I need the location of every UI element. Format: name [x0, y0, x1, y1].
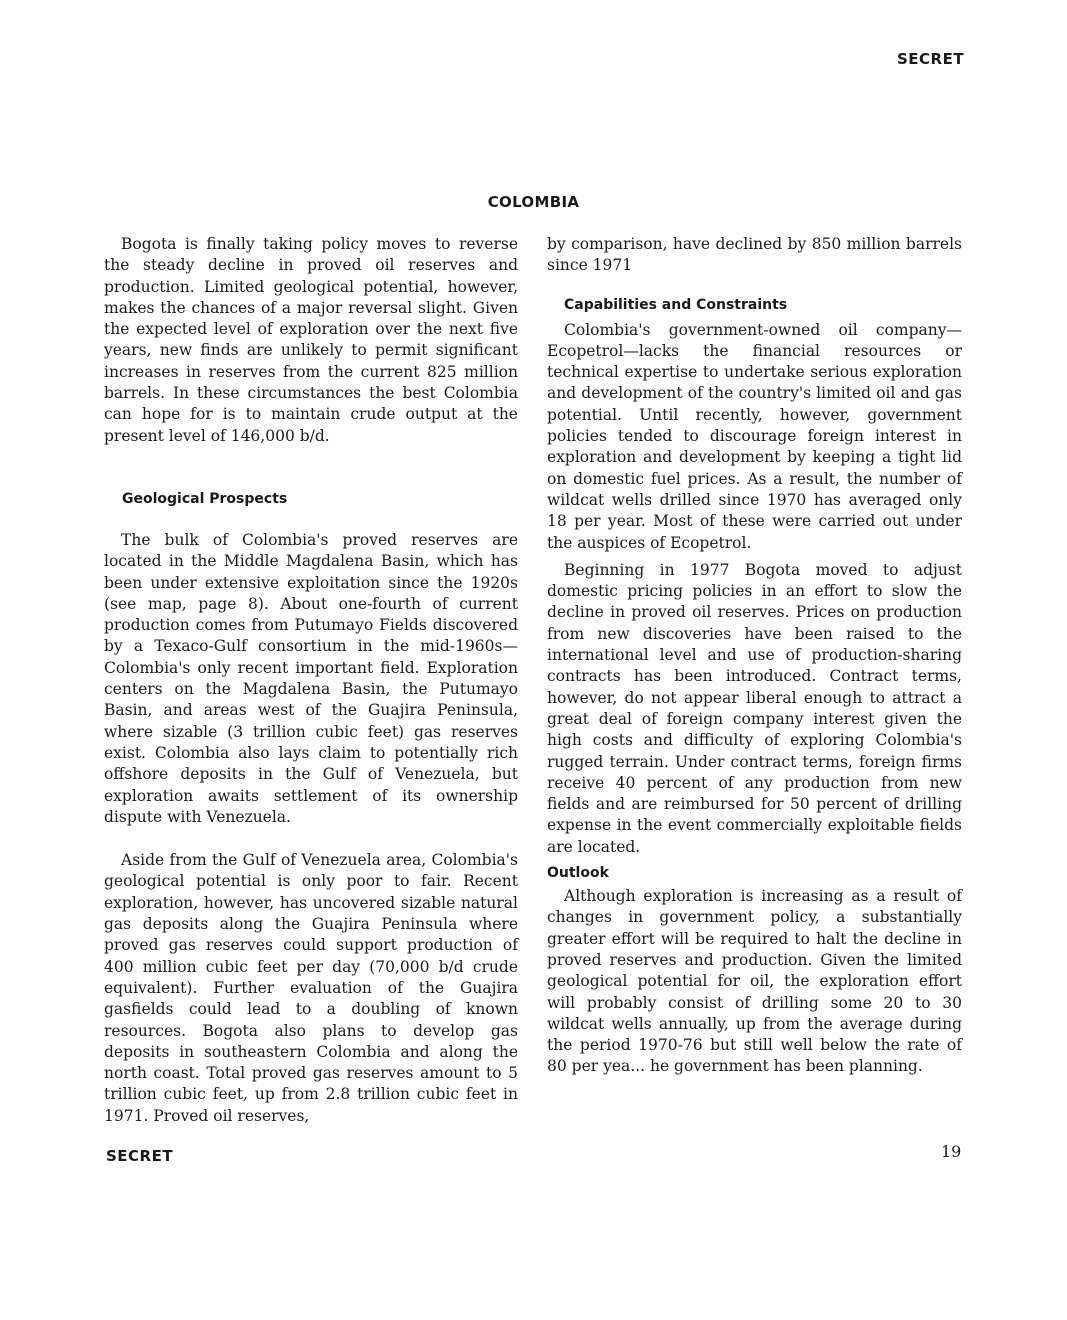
paragraph-continuation: by comparison, have declined by 850 million barrels since 1971 [547, 235, 962, 275]
page-number: 19 [941, 1142, 962, 1161]
paragraph-outlook: Although exploration is increasing as a result of changes in government policy, a substantially greater effort will be required to halt the decline in proved reserves and production. Given the limited geological potential for oil, the exploration effort will probably consist of drilling some 20 to 30 wildcat wells annually, up from the average during the period 1970-76 but still well below the rate of 80 per yea... he government has been planning. [547, 887, 962, 1076]
paragraph-pricing-policies: Beginning in 1977 Bogota moved to adjust domestic pricing policies in an effort to slow the decline in proved oil reserves. Prices on production from new discoveries have been raised to the international level and use of production-sharing contracts has been introduced. Contract terms, however, do not appear liberal enough to attract a great deal of foreign company interest given the high costs and difficulty of exploring Colombia's rugged terrain. Under contract terms, foreign firms receive 40 percent of any production from new fields and are reimbursed for 50 percent of drilling expense in the event commercially exploitable fields are located. [547, 560, 962, 856]
paragraph-ecopetrol: Colombia's government-owned oil company—Ecopetrol—lacks the financial resources or technical expertise to undertake serious exploration and development of the country's limited oil and gas potential. Until recently, however, government policies tended to discourage foreign interest in exploration and development by keeping a tight lid on domestic fuel prices. As a result, the number of wildcat wells drilled since 1970 has averaged only 18 per year. Most of these were carried out under the auspices of Ecopetrol. [547, 320, 962, 552]
heading-geological-prospects: Geological Prospects [122, 490, 288, 507]
classification-marking-top: SECRET [897, 50, 965, 68]
heading-outlook: Outlook [547, 865, 609, 882]
paragraph-intro: Bogota is finally taking policy moves to reverse the steady decline in proved oil reserves and production. Limited geological potential, however, makes the chances of a major reversal slight. Given the expected level of exploration over the next five years, new finds are unlikely to permit significant increases in reserves from the current 825 million barrels. In these circumstances the best Colombia can hope for is to maintain crude output at the present level of 146,000 b/d. [104, 235, 518, 445]
paragraph-geological-prospects: The bulk of Colombia's proved reserves are located in the Middle Magdalena Basin, which has been under extensive exploitation since the 1920s (see map, page 8). About one-fourth of current production comes from Putumayo Fields discovered by a Texaco-Gulf consortium in the mid-1960s—Colombia's only recent important field. Exploration centers on the Magdalena Basin, the Putumayo Basin, and areas west of the Guajira Peninsula, where sizable (3 trillion cubic feet) gas reserves exist. Colombia also lays claim to potentially rich offshore deposits in the Gulf of Venezuela, but exploration awaits settlement of its ownership dispute with Venezuela. [104, 530, 518, 826]
heading-capabilities-and-constraints: Capabilities and Constraints [564, 296, 788, 313]
section-title: COLOMBIA [487, 193, 580, 211]
left-column [104, 234, 518, 1127]
classification-marking-bottom: SECRET [106, 1147, 174, 1165]
right-column [547, 234, 962, 1078]
paragraph-gulf-of-venezuela: Aside from the Gulf of Venezuela area, Colombia's geological potential is only poor to fair. Recent exploration, however, has uncovered sizable natural gas deposits along the Guajira Peninsula where proved gas reserves could support production of 400 million cubic feet per day (70,000 b/d crude equivalent). Further evaluation of the Guajira gasfields could lead to a doubling of known resources. Bogota also plans to develop gas deposits in southeastern Colombia and along the north coast. Total proved gas reserves amount to 5 trillion cubic feet, up from 2.8 trillion cubic feet in 1971. Proved oil reserves, [104, 851, 518, 1125]
